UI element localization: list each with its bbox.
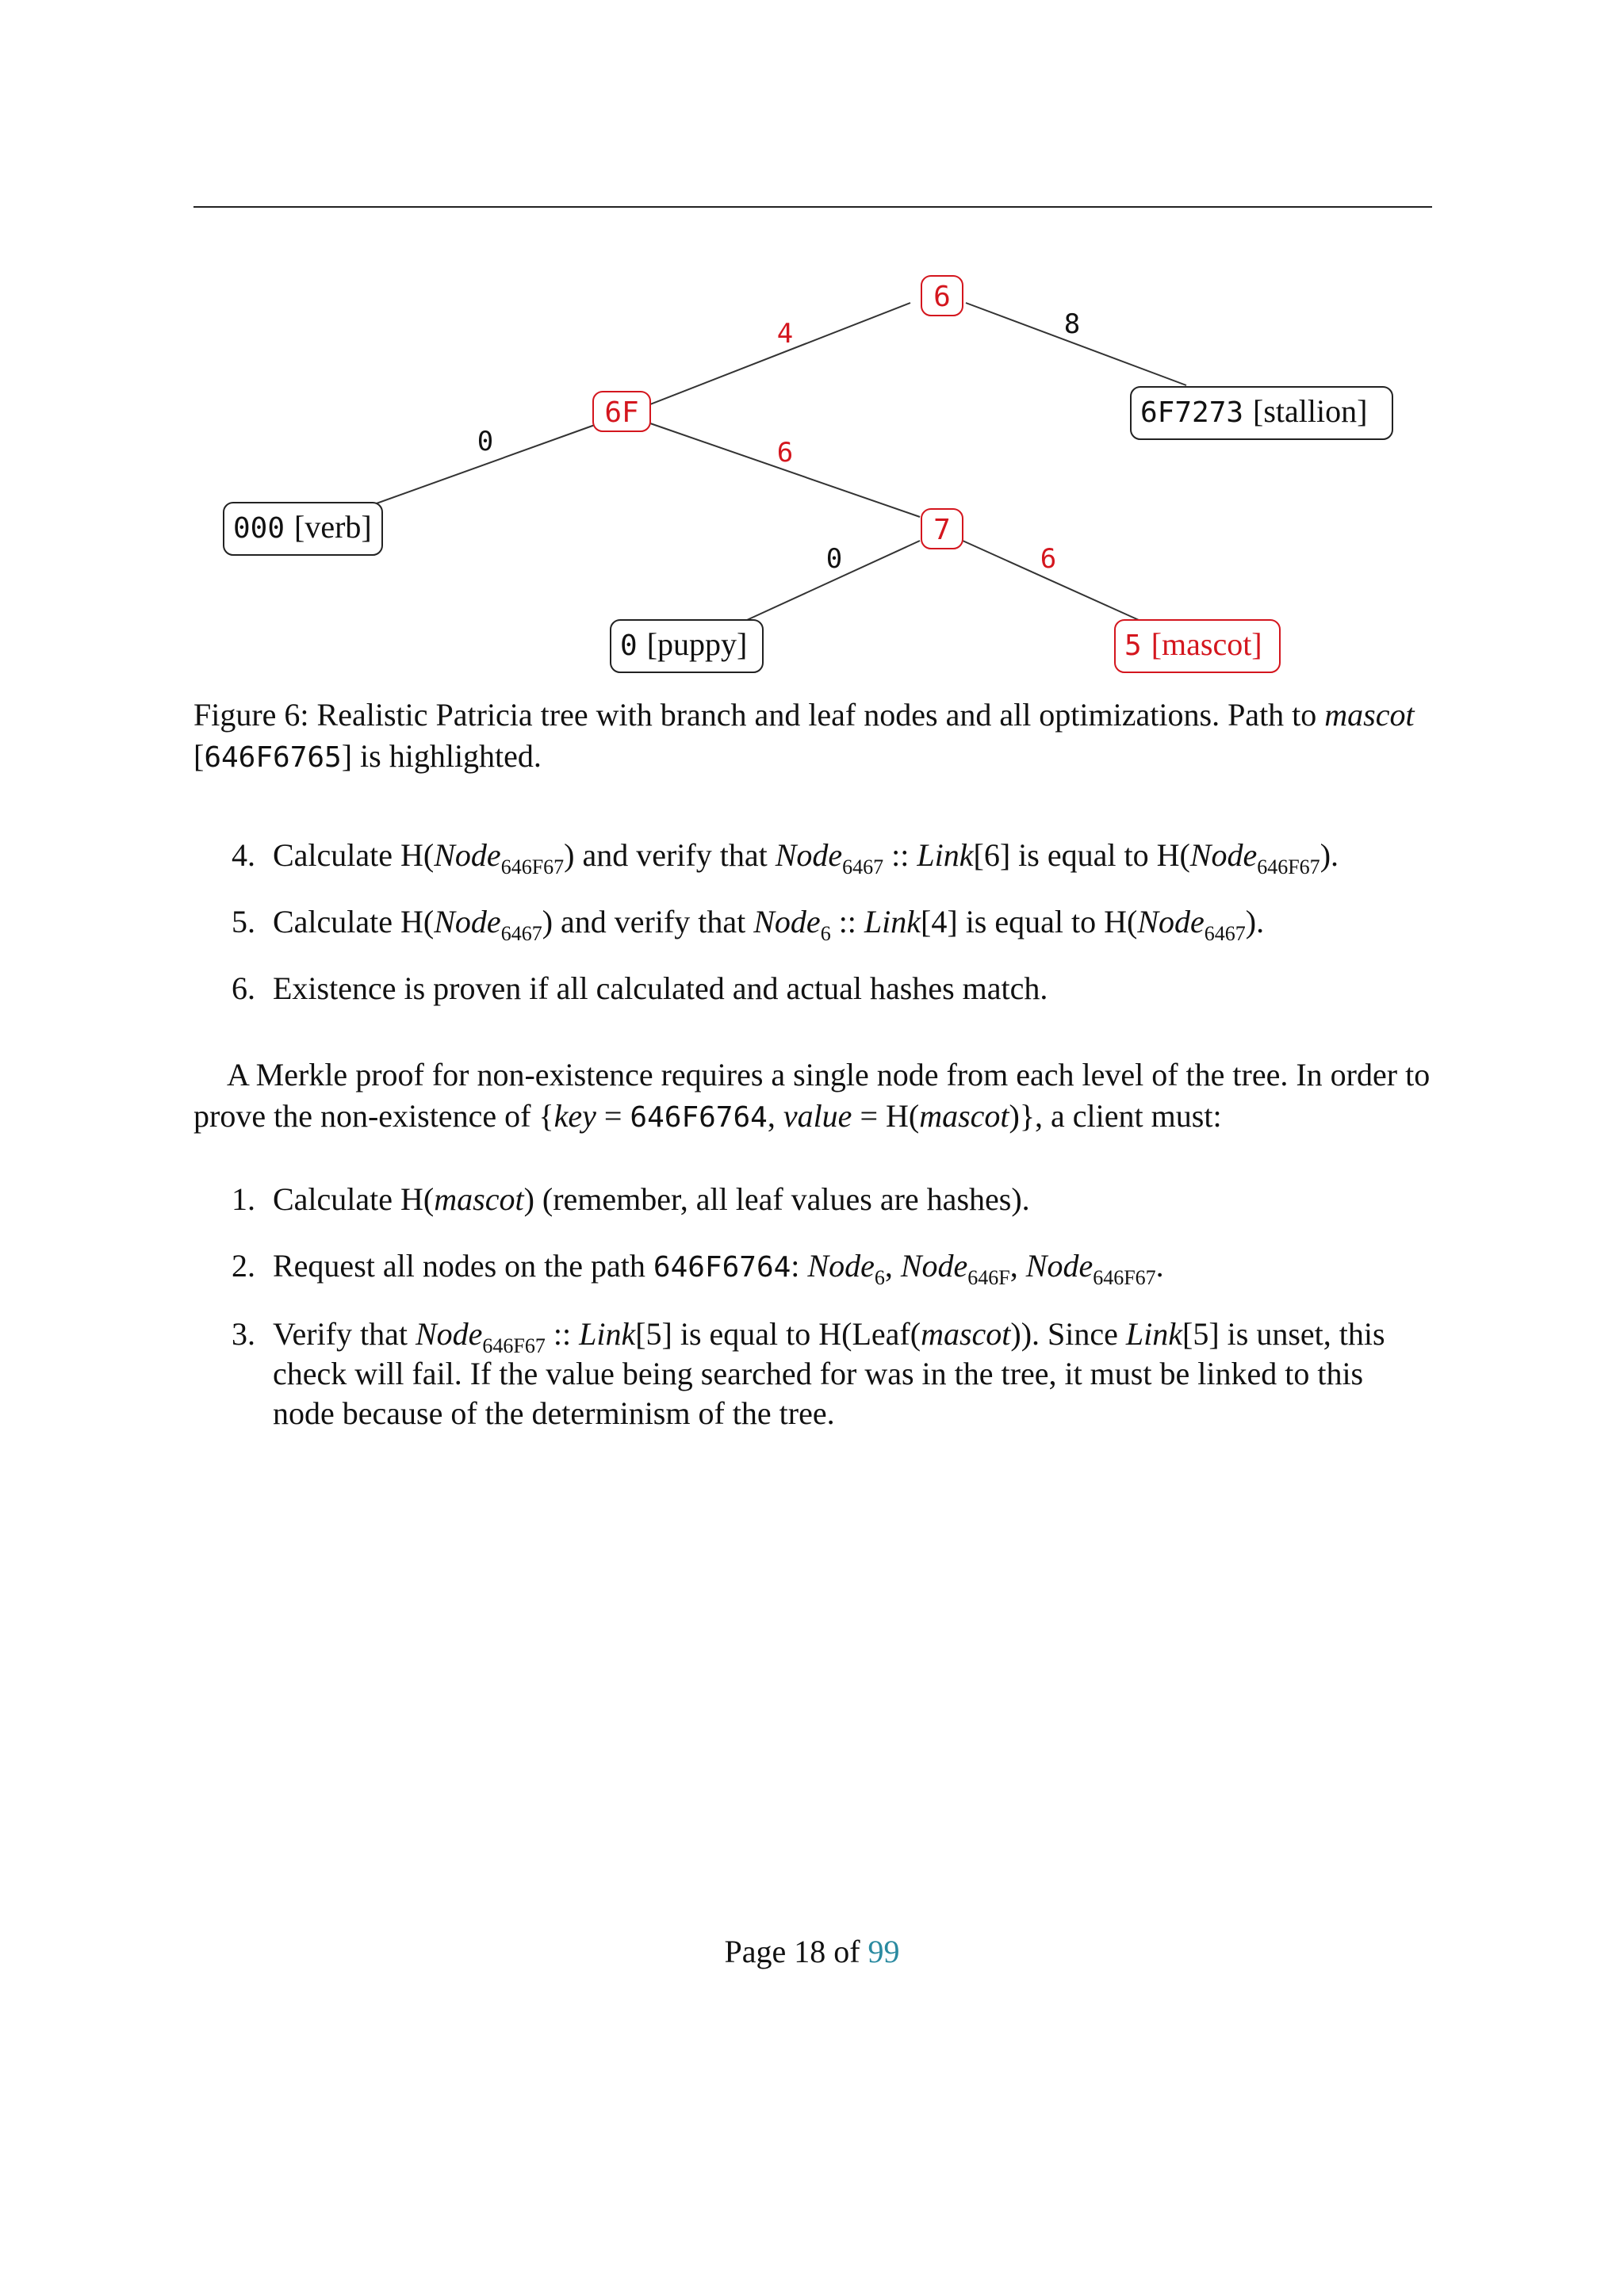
text: [4] is equal to H( [921,904,1138,939]
subscript: 6 [874,1266,885,1289]
math-mascot: mascot [921,1316,1011,1352]
edge-label-4: 4 [776,318,794,350]
list-item [193,1180,1432,1219]
math-link: Link [917,837,974,873]
math-node: Node [775,837,843,873]
nonexistence-paragraph [193,1054,1432,1138]
text: Calculate H( [273,904,435,939]
page-label: Page [724,1934,787,1969]
subscript: 6 [820,922,831,945]
text: Calculate H( [273,837,435,873]
caption-mascot: mascot [1324,697,1415,733]
subscript: 6467 [842,855,884,878]
edge-label-6-mascot: 6 [1040,543,1057,575]
text: ) and verify that [542,904,754,939]
key-value: 646F6764 [630,1101,768,1134]
text: ) and verify that [564,837,776,873]
math-key: key [553,1098,596,1134]
page-footer [0,1933,1624,1970]
text: Verify that [273,1316,416,1352]
math-link: Link [864,904,921,939]
text: :: [545,1316,580,1352]
subscript: 646F67 [1093,1266,1156,1289]
text: = H( [852,1098,920,1134]
leaf-stallion-label: 6F7273 [stallion] [1140,393,1368,429]
page-total-link[interactable]: 99 [868,1934,900,1969]
text: :: [830,904,864,939]
list-item [193,902,1432,945]
path-value: 646F6764 [653,1251,791,1284]
text: A Merkle proof for non-existence requires a single node from each level of the tree. In order to prove the non-existence of { [193,1057,1431,1134]
caption-bracket-open: [ [193,738,205,774]
edge-label-0-puppy: 0 [825,543,843,575]
edge-label-0-verb: 0 [477,426,494,457]
node-7-label: 7 [933,514,951,546]
math-node: Node [900,1248,968,1284]
math-node: Node [434,904,501,939]
text: )). Since [1010,1316,1126,1352]
text: Request all nodes on the path [273,1248,653,1284]
text: ) (remember, all leaf values are hashes). [523,1181,1030,1217]
leaf-mascot-label: 5 [mascot] [1124,626,1262,662]
text: [5] is equal to H(Leaf( [635,1316,921,1352]
nonexistence-steps-list [193,1180,1432,1460]
page-of: of [833,1934,860,1969]
math-node: Node [434,837,501,873]
page-number: 18 [794,1934,826,1969]
leaf-puppy-label: 0 [puppy] [620,626,748,662]
math-node: Node [1025,1248,1094,1284]
existence-steps-list [193,836,1432,1035]
list-item [193,969,1432,1008]
text: , [1009,1248,1026,1284]
list-item [193,1246,1432,1288]
text: [5] is unset, this check will fail. If the value being searched for was in the tree, it must be linked to this node because of the determinism of the tree. [273,1316,1385,1431]
math-link: Link [1125,1316,1183,1352]
text: ). [1245,904,1265,939]
text: :: [883,837,917,873]
text: Existence is proven if all calculated and actual hashes match. [273,970,1048,1006]
item-number: 3. [232,1316,255,1352]
math-mascot: mascot [434,1181,524,1217]
subscript: 6467 [500,922,542,945]
list-item [193,836,1432,878]
node-root-label: 6 [933,281,951,313]
leaf-verb-label: 000 [verb] [233,509,372,545]
text: )}, a client must: [1009,1098,1222,1134]
subscript: 646F67 [500,855,565,878]
math-mascot: mascot [919,1098,1009,1134]
math-node: Node [1137,904,1205,939]
math-link: Link [579,1316,636,1352]
item-number: 1. [232,1181,255,1217]
patricia-tree-figure [0,0,1624,698]
item-number: 2. [232,1248,255,1284]
math-node: Node [753,904,821,939]
text: . [1155,1248,1164,1284]
edge-label-6-to-7: 6 [776,437,794,469]
edge-label-8: 8 [1063,308,1081,340]
math-value: value [783,1098,852,1134]
math-node: Node [415,1316,483,1352]
text: ). [1320,837,1339,873]
node-6F-label: 6F [604,396,639,429]
caption-text: Figure 6: Realistic Patricia tree with branch and leaf nodes and all optimizations. Path to [193,697,1317,733]
text: = [596,1098,630,1134]
item-number: 4. [232,837,255,873]
text: [6] is equal to H( [973,837,1190,873]
subscript: 6467 [1204,922,1246,945]
text: Calculate H( [273,1181,435,1217]
subscript: 646F67 [482,1334,546,1357]
item-number: 6. [232,970,255,1006]
subscript: 646F67 [1257,855,1320,878]
math-node: Node [1189,837,1258,873]
text: , [884,1248,901,1284]
text: , [767,1098,783,1134]
figure-caption [193,695,1432,779]
item-number: 5. [232,904,255,939]
subscript: 646F [967,1266,1010,1289]
text: : [791,1248,808,1284]
caption-suffix: ] is highlighted. [341,738,542,774]
math-node: Node [807,1248,875,1284]
caption-key: 646F6765 [204,741,342,774]
list-item [193,1314,1432,1433]
